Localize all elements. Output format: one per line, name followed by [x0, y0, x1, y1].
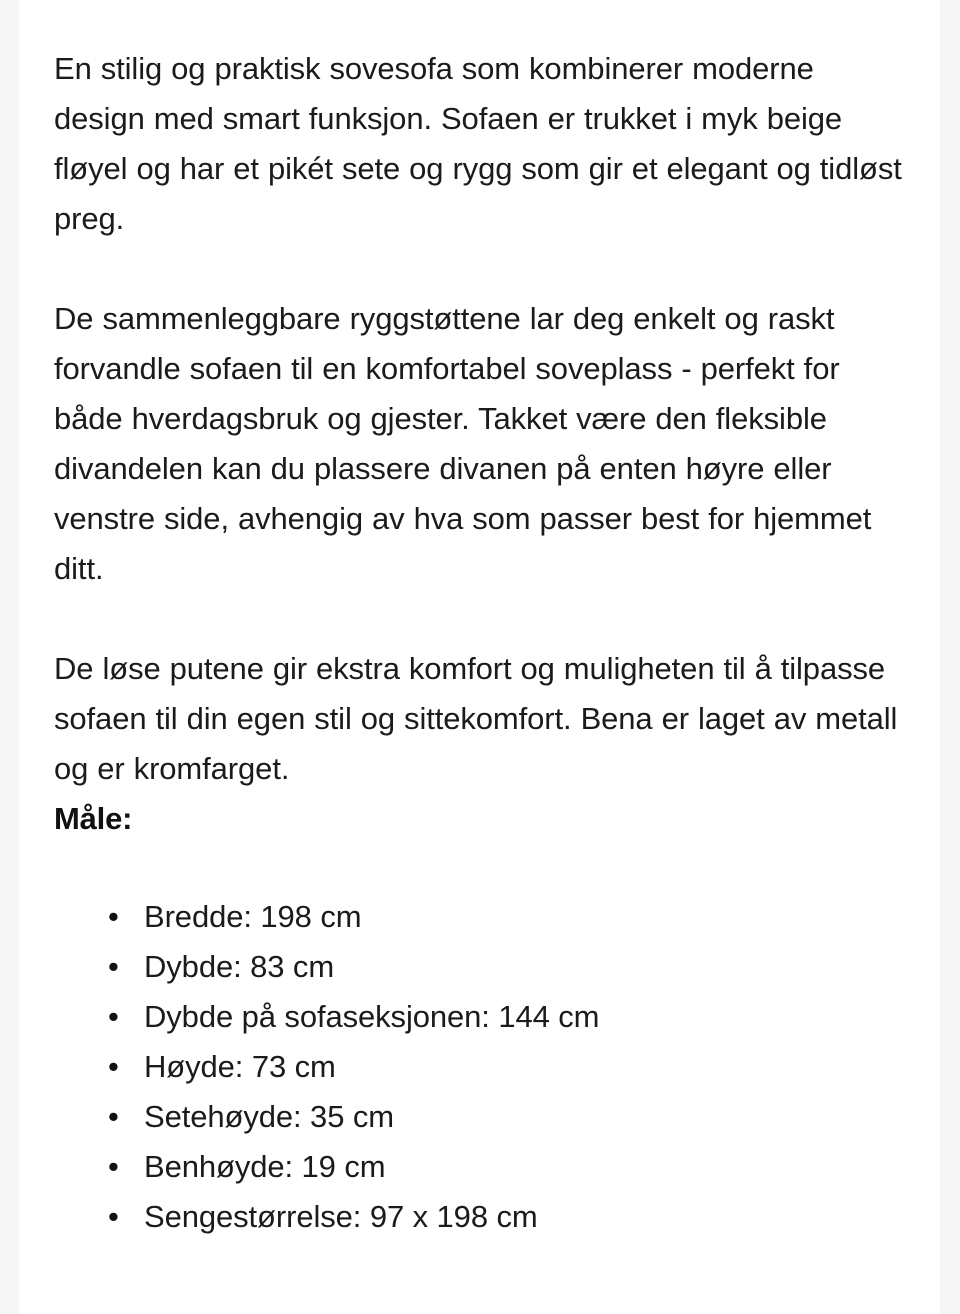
page-gutter-right	[940, 0, 960, 1314]
bullet-icon: •	[108, 949, 119, 984]
description-paragraph-2: De sammenleggbare ryggstøttene lar deg enkelt og raskt forvandle sofaen til en komfortabel soveplass - perfekt for både hverdagsbruk og gjester. Takket være den fleksible divandelen kan du plassere divanen på enten høyre eller venstre side, avhengig av hva som passer best for hjemmet ditt.	[54, 301, 872, 586]
bullet-icon: •	[108, 1149, 119, 1184]
list-item	[54, 942, 906, 992]
spec-bed-size: Sengestørrelse: 97 x 198 cm	[144, 1199, 538, 1234]
list-item	[54, 1142, 906, 1192]
list-item	[54, 1092, 906, 1142]
spec-depth: Dybde: 83 cm	[144, 949, 335, 984]
bullet-icon: •	[108, 899, 119, 934]
list-item	[54, 992, 906, 1042]
list-item	[54, 1042, 906, 1092]
list-item	[54, 1192, 906, 1242]
spec-depth-sofa-section: Dybde på sofaseksjonen: 144 cm	[144, 999, 600, 1034]
measurements-list	[54, 892, 906, 1242]
description-paragraph-1: En stilig og praktisk sovesofa som kombinerer moderne design med smart funksjon. Sofaen er trukket i myk beige fløyel og har et pikét sete og rygg som gir et elegant og tidløst preg.	[54, 51, 902, 236]
spec-width: Bredde: 198 cm	[144, 899, 362, 934]
spec-height: Høyde: 73 cm	[144, 1049, 336, 1084]
bullet-icon: •	[108, 1049, 119, 1084]
bullet-icon: •	[108, 1199, 119, 1234]
spec-seat-height: Setehøyde: 35 cm	[144, 1099, 394, 1134]
measurements-heading: Måle:	[54, 801, 133, 836]
bullet-icon: •	[108, 1099, 119, 1134]
bullet-icon: •	[108, 999, 119, 1034]
content-sheet	[19, 0, 940, 1314]
page-gutter-left	[0, 0, 19, 1314]
list-item	[54, 892, 906, 942]
description-content	[54, 0, 906, 1242]
description-paragraph-3: De løse putene gir ekstra komfort og muligheten til å tilpasse sofaen til din egen stil og sittekomfort. Bena er laget av metall og er kromfarget.	[54, 651, 898, 786]
spec-leg-height: Benhøyde: 19 cm	[144, 1149, 386, 1184]
